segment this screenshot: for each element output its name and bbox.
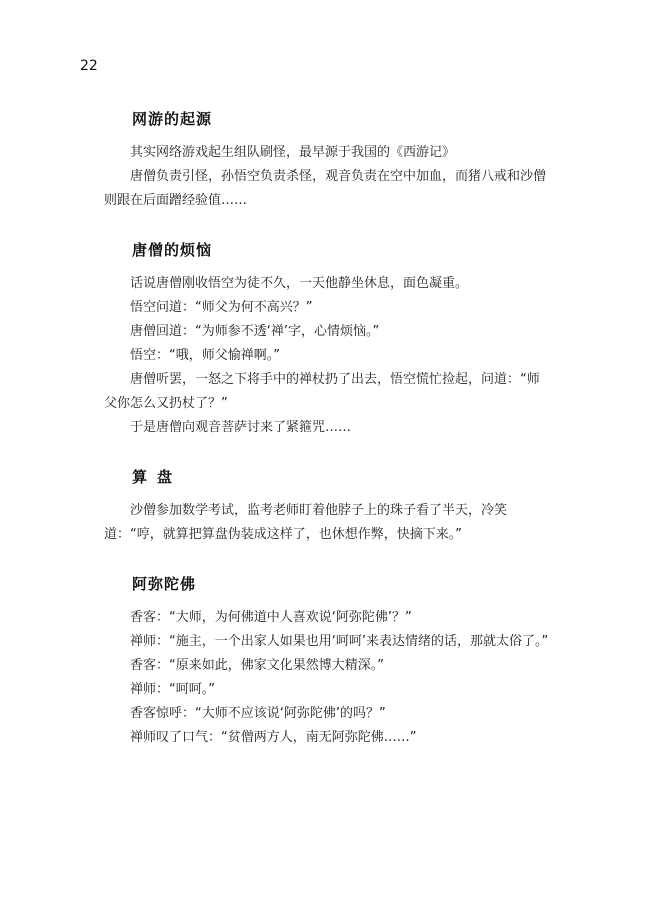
paragraph: 香客惊呼：“大师不应该说‘阿弥陀佛’的吗？” <box>130 706 386 721</box>
paragraph: 唐僧回道：“为师参不透‘禅’字，心情烦恼。” <box>130 324 380 339</box>
paragraph: 悟空：“哦，师父愉禅啊。” <box>130 348 280 363</box>
paragraph: 话说唐僧刚收悟空为徒不久，一天他静坐休息，面色凝重。 <box>130 276 469 291</box>
section-title: 网游的起源 <box>132 110 213 128</box>
paragraph: 悟空问道：“师父为何不高兴？” <box>130 300 313 315</box>
paragraph: 禅师叹了口气：“贫僧两方人，南无阿弥陀佛……” <box>130 730 417 745</box>
section-amitabha <box>104 573 552 750</box>
section-tang-monk-worries <box>104 239 552 440</box>
section-abacus <box>104 466 552 547</box>
paragraph: 唐僧负责引怪，孙悟空负责杀怪，观音负责在空中加血，而猪八戒和沙僧则跟在后面蹭经验值…… <box>104 169 547 208</box>
paragraph: 香客：“大师，为何佛道中人喜欢说‘阿弥陀佛’？” <box>130 610 412 625</box>
paragraph: 禅师：“施主，一个出家人如果也用‘呵呵’来表达情绪的话，那就太俗了。” <box>130 634 549 649</box>
section-title: 算盘 <box>132 468 183 486</box>
page-content <box>104 108 552 776</box>
section-online-game-origin <box>104 108 552 213</box>
paragraph: 沙僧参加数学考试，监考老师盯着他脖子上的珠子看了半天，冷笑道：“哼，就算把算盘伪装成这样了，也休想作弊，快摘下来。” <box>104 503 508 542</box>
paragraph: 唐僧听罢，一怒之下将手中的禅杖扔了出去，悟空慌忙捡起，问道：“师父你怎么又扔杖了？” <box>104 372 540 411</box>
section-title: 唐僧的烦恼 <box>132 241 213 259</box>
paragraph: 禅师：“呵呵。” <box>130 682 215 697</box>
paragraph: 其实网络游戏起生组队刷怪，最早源于我国的《西游记》 <box>130 145 456 160</box>
paragraph: 于是唐僧向观音菩萨讨来了紧箍咒…… <box>130 420 352 435</box>
section-title: 阿弥陀佛 <box>132 575 197 593</box>
paragraph: 香客：“原来如此，佛家文化果然博大精深。” <box>130 658 384 673</box>
page-number: 22 <box>80 58 98 74</box>
